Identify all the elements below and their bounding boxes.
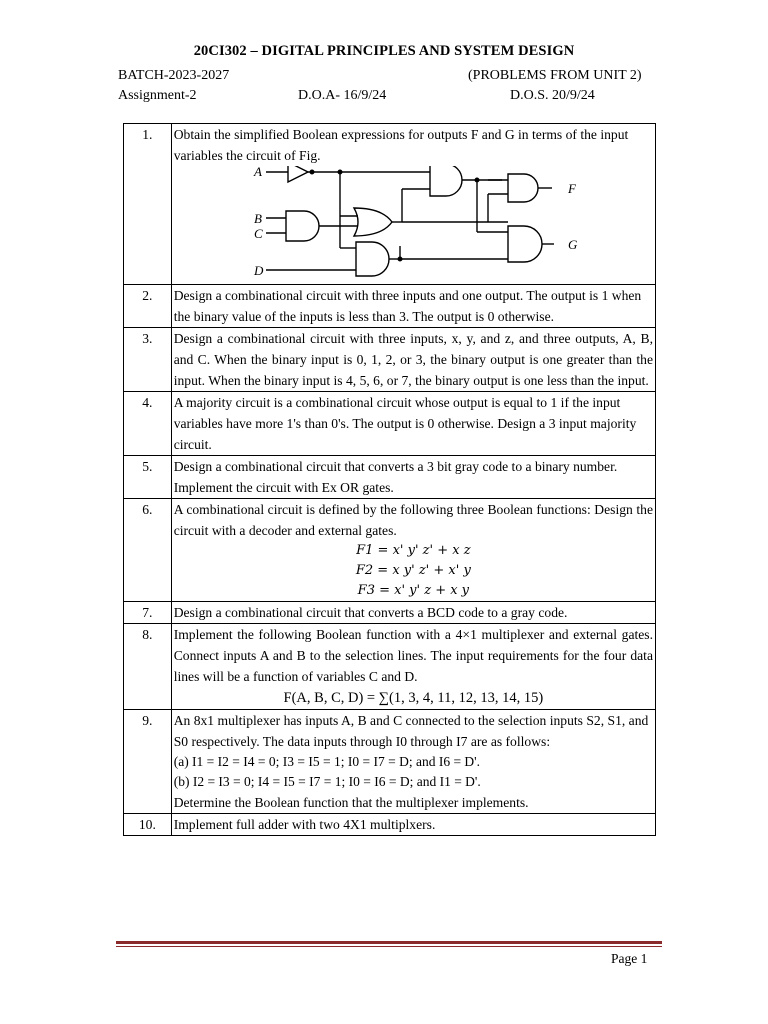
question-number: 6.	[124, 499, 172, 602]
date-of-submission: D.O.S. 20/9/24	[510, 88, 595, 103]
assignment-label: Assignment-2	[118, 88, 197, 103]
output-g-label: G	[567, 237, 578, 252]
question-text-followup: Determine the Boolean function that the multiplexer implements.	[173, 795, 529, 810]
question-text: Implement full adder with two 4X1 multiplxers.	[171, 814, 655, 836]
question-text: Design a combinational circuit that converts a 3 bit gray code to a binary number. Implement the circuit with Ex OR gates.	[171, 456, 655, 499]
buffer-gate	[288, 166, 308, 182]
unit-label: (PROBLEMS FROM UNIT 2)	[468, 68, 642, 83]
question-text: Implement the following Boolean function with a 4×1 multiplexer and external gates. Connect inputs A and B to the selection lines. The input requirements for the four data lines will be a function of variables C and D.	[173, 627, 653, 684]
question-number: 9.	[124, 710, 172, 814]
questions-table	[123, 123, 656, 836]
mux-case-b: (b) I2 = I3 = 0; I4 = I5 = I7 = 1; I0 = I6 = D; and I1 = D'.	[173, 774, 481, 789]
question-row	[124, 456, 656, 499]
question-row	[124, 124, 656, 285]
equation-f3: F3 = x' y' z + x y	[357, 583, 470, 598]
date-of-assignment: D.O.A- 16/9/24	[298, 88, 387, 103]
equation-f1: F1 = x' y' z' + x z	[356, 543, 471, 558]
question-row	[124, 602, 656, 624]
question-row	[124, 624, 656, 710]
question-row	[124, 814, 656, 836]
and-gate-f	[508, 174, 538, 202]
question-text: A majority circuit is a combinational circuit whose output is equal to 1 if the input variables have more 1's than 0's. The output is 0 otherwise. Design a 3 input majority circuit.	[171, 392, 655, 456]
page-number: Page 1	[611, 951, 648, 966]
logic-circuit-diagram	[252, 166, 592, 284]
question-text: Design a combinational circuit with three inputs and one output. The output is 1 when the binary value of the inputs is less than 3. The output is 0 otherwise.	[171, 285, 655, 328]
question-text: Design a combinational circuit with three inputs, x, y, and z, and three outputs, A, B, and C. When the binary input is 0, 1, 2, or 3, the binary output is one greater than the input. When the binary input is 4, 5, 6, or 7, the binary output is one less than the input.	[171, 328, 655, 392]
question-number: 8.	[124, 624, 172, 710]
input-a-label: A	[253, 166, 262, 179]
and-gate-upper	[430, 166, 462, 196]
question-number: 4.	[124, 392, 172, 456]
question-text: Obtain the simplified Boolean expressions for outputs F and G in terms of the input variables the circuit of Fig.	[173, 127, 629, 163]
or-gate	[354, 208, 392, 236]
batch-label: BATCH-2023-2027	[118, 68, 230, 83]
output-f-label: F	[567, 181, 576, 196]
question-text: An 8x1 multiplexer has inputs A, B and C connected to the selection inputs S2, S1, and S0 respectively. The data inputs through I0 through I7 are as follows:	[173, 713, 649, 749]
input-b-label: B	[253, 211, 262, 226]
mux-case-a: (a) I1 = I2 = I4 = 0; I3 = I5 = 1; I0 = I7 = D; and I6 = D'.	[173, 754, 480, 769]
question-row	[124, 499, 656, 602]
question-text: A combinational circuit is defined by the following three Boolean functions: Design the circuit with a decoder and external gates.	[173, 502, 653, 538]
boolean-function: F(A, B, C, D) = ∑(1, 3, 4, 11, 12, 13, 14, 15)	[283, 690, 544, 706]
question-number: 5.	[124, 456, 172, 499]
footer-rule	[116, 941, 662, 944]
input-d-label: D	[253, 263, 264, 278]
question-text: Design a combinational circuit that converts a BCD code to a gray code.	[171, 602, 655, 624]
question-number: 3.	[124, 328, 172, 392]
input-c-label: C	[253, 226, 263, 241]
question-row	[124, 285, 656, 328]
footer-rule-thin	[116, 946, 662, 947]
question-row	[124, 392, 656, 456]
and-gate-lower	[356, 242, 389, 276]
document-title: 20CI302 – DIGITAL PRINCIPLES AND SYSTEM DESIGN	[193, 43, 575, 59]
question-number: 7.	[124, 602, 172, 624]
equation-f2: F2 = x y' z' + x' y	[355, 563, 471, 578]
question-number: 2.	[124, 285, 172, 328]
question-row	[124, 710, 656, 814]
and-gate-g	[508, 226, 542, 262]
question-number: 1.	[124, 124, 172, 285]
and-gate-bc	[286, 211, 319, 241]
question-number: 10.	[124, 814, 172, 836]
question-row	[124, 328, 656, 392]
